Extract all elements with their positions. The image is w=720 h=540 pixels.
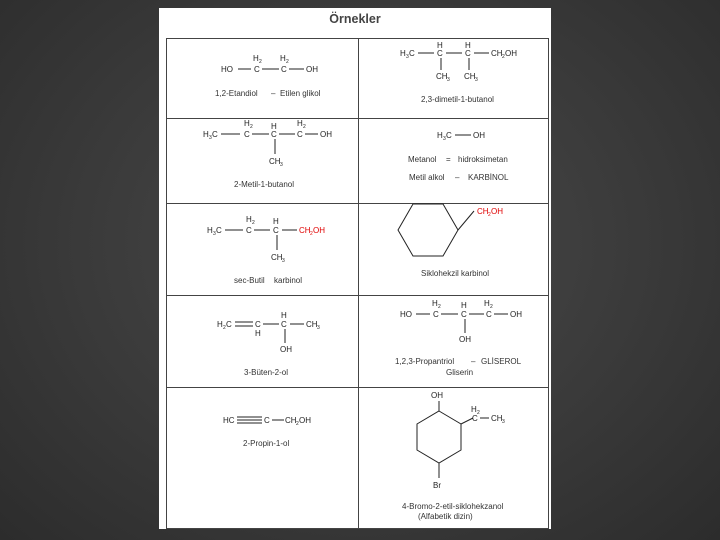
atom-label: H <box>432 299 438 308</box>
structure-butenol <box>217 311 320 377</box>
atom-label: OH <box>313 226 325 235</box>
atom-label: HO <box>221 65 233 74</box>
structure-dimethylbutanol <box>400 41 517 104</box>
atom-label: C <box>409 49 415 58</box>
atom-label: CH <box>477 207 489 216</box>
caption-hydroxymethane: hidroksimetan <box>458 155 508 164</box>
atom-label: CH <box>271 253 283 262</box>
subscript: 2 <box>488 212 491 218</box>
atom-label: H <box>271 122 277 131</box>
atom-label: H <box>437 41 443 50</box>
caption-alphabetic-order: (Alfabetik dizin) <box>418 512 473 521</box>
subscript: 2 <box>252 220 255 226</box>
structure-ethanediol <box>215 54 321 98</box>
atom-label: CH <box>285 416 297 425</box>
atom-label: CH <box>464 72 476 81</box>
atom-label: OH <box>306 65 318 74</box>
subscript: 3 <box>447 77 450 83</box>
caption-glycerin: Gliserin <box>446 368 474 377</box>
atom-label: OH <box>320 130 332 139</box>
atom-label: OH <box>473 131 485 140</box>
atom-label: CH <box>306 320 318 329</box>
subscript: 3 <box>317 325 320 331</box>
atom-label: C <box>472 414 478 423</box>
atom-label: CH <box>299 226 311 235</box>
subscript: 2 <box>296 421 299 427</box>
atom-label: H <box>400 49 406 58</box>
subscript: 3 <box>209 135 212 141</box>
atom-label: Br <box>433 481 441 490</box>
subscript: 2 <box>502 54 505 60</box>
atom-label: H <box>253 54 259 63</box>
caption-propanetriol: 1,2,3-Propantriol <box>395 357 455 366</box>
caption-glycerol: GLİSEROL <box>481 357 522 366</box>
atom-label: C <box>281 65 287 74</box>
structure-propynol <box>223 416 311 448</box>
caption-dash: – <box>455 173 460 182</box>
caption-ethanediol: 1,2-Etandiol <box>215 89 258 98</box>
slide-title: Örnekler <box>329 12 381 26</box>
atom-label: OH <box>431 391 443 400</box>
atom-label: C <box>212 130 218 139</box>
caption-equals: = <box>446 155 451 164</box>
subscript: 3 <box>282 258 285 264</box>
structure-cyclohexyl-carbinol <box>398 204 503 278</box>
atom-label: C <box>281 320 287 329</box>
atom-label: HC <box>223 416 235 425</box>
atom-label: C <box>461 310 467 319</box>
subscript: 2 <box>223 325 226 331</box>
atom-label: C <box>244 130 250 139</box>
caption-carbinol: KARBİNOL <box>468 173 509 182</box>
atom-label: OH <box>459 335 471 344</box>
subscript: 3 <box>213 231 216 237</box>
atom-label: H <box>280 54 286 63</box>
subscript: 3 <box>475 77 478 83</box>
caption-bromo-ethyl-cyclohexanol: 4-Bromo-2-etil-siklohekzanol <box>402 502 504 511</box>
atom-label: H <box>471 405 477 414</box>
atom-label: OH <box>505 49 517 58</box>
subscript: 2 <box>259 59 262 65</box>
atom-label: CH <box>491 414 503 423</box>
atom-label: H <box>297 119 303 128</box>
atom-label: OH <box>280 345 292 354</box>
atom-label: C <box>216 226 222 235</box>
atom-label: H <box>255 329 261 338</box>
subscript: 2 <box>286 59 289 65</box>
atom-label: C <box>465 49 471 58</box>
structure-propanetriol <box>395 299 522 377</box>
structure-sec-butyl-carbinol <box>207 215 325 285</box>
atom-label: H <box>281 311 287 320</box>
subscript: 2 <box>303 124 306 130</box>
atom-label: H <box>207 226 213 235</box>
caption-propynol: 2-Propin-1-ol <box>243 439 290 448</box>
caption-methylbutanol: 2-Metil-1-butanol <box>234 180 295 189</box>
atom-label: H <box>437 131 443 140</box>
caption-methanol: Metanol <box>408 155 437 164</box>
atom-label: C <box>437 49 443 58</box>
atom-label: H <box>203 130 209 139</box>
atom-label: C <box>264 416 270 425</box>
atom-label: C <box>246 226 252 235</box>
structure-methylbutanol <box>203 119 332 189</box>
atom-label: H <box>465 41 471 50</box>
atom-label: H <box>244 119 250 128</box>
caption-sec-butyl: sec-Butil <box>234 276 265 285</box>
subscript: 2 <box>250 124 253 130</box>
subscript: 2 <box>438 304 441 310</box>
caption-cyclohexyl-carbinol: Siklohekzil karbinol <box>421 269 490 278</box>
subscript: 3 <box>280 162 283 168</box>
atom-label: OH <box>510 310 522 319</box>
atom-label: C <box>255 320 261 329</box>
caption-dash: – <box>471 357 476 366</box>
atom-label: OH <box>491 207 503 216</box>
atom-label: H <box>273 217 279 226</box>
atom-label: H <box>217 320 223 329</box>
atom-label: C <box>433 310 439 319</box>
atom-label: H <box>484 299 490 308</box>
atom-label: OH <box>299 416 311 425</box>
atom-label: CH <box>436 72 448 81</box>
atom-label: H <box>461 301 467 310</box>
caption-methyl-alcohol: Metil alkol <box>409 173 445 182</box>
subscript: 3 <box>502 419 505 425</box>
subscript: 2 <box>490 304 493 310</box>
atom-label: CH <box>269 157 281 166</box>
subscript: 3 <box>406 54 409 60</box>
atom-label: C <box>271 130 277 139</box>
atom-label: C <box>297 130 303 139</box>
atom-label: C <box>273 226 279 235</box>
structure-bromo-ethyl-cyclohexanol <box>402 391 505 521</box>
atom-label: C <box>486 310 492 319</box>
subscript: 2 <box>477 410 480 416</box>
atom-label: C <box>254 65 260 74</box>
atom-label: CH <box>491 49 503 58</box>
atom-label: H <box>246 215 252 224</box>
atom-label: C <box>226 320 232 329</box>
caption-dimethylbutanol: 2,3-dimetil-1-butanol <box>421 95 494 104</box>
subscript: 3 <box>443 136 446 142</box>
caption-carbinol-word: karbinol <box>274 276 303 285</box>
atom-label: HO <box>400 310 412 319</box>
atom-label: C <box>446 131 452 140</box>
caption-ethylene-glycol: Etilen glikol <box>280 89 321 98</box>
structure-methanol <box>408 131 509 182</box>
subscript: 2 <box>310 231 313 237</box>
caption-dash: – <box>271 89 276 98</box>
caption-butenol: 3-Büten-2-ol <box>244 368 289 377</box>
